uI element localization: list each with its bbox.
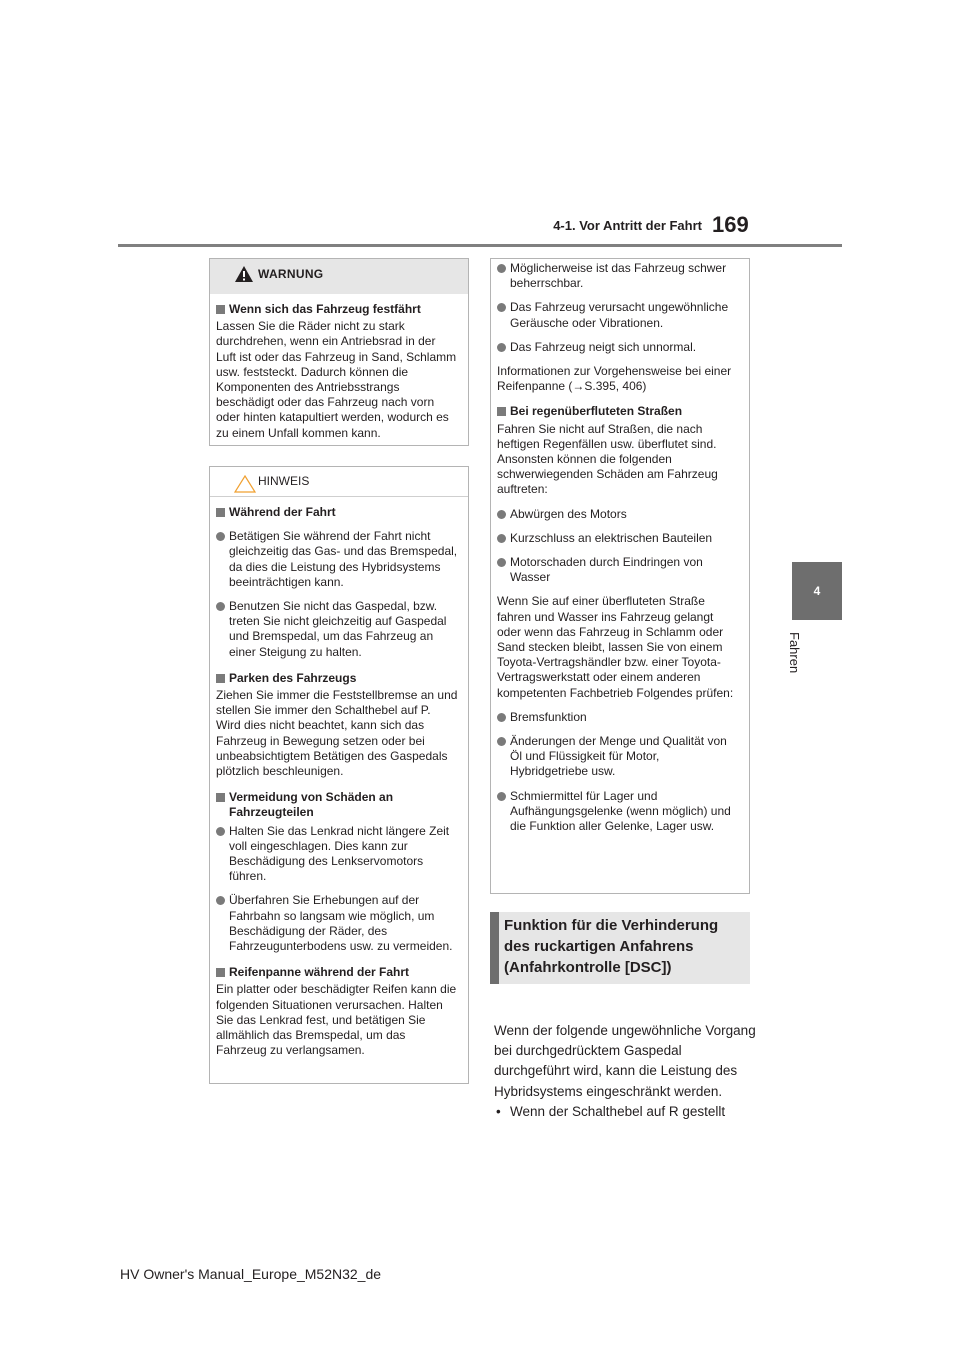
right-bullet: Das Fahrzeug verursacht ungewöhnliche Geräusche oder Vibrationen. <box>497 300 739 330</box>
footer-text: HV Owner's Manual_Europe_M52N32_de <box>120 1266 382 1282</box>
flood-bullet: Abwürgen des Motors <box>497 507 739 522</box>
flood-heading: Bei regenüberfluteten Straßen <box>497 404 739 419</box>
dsc-heading: Funktion für die Verhinderung des ruckartigen Anfahrens (Anfahrkontrolle [DSC]) <box>504 917 719 976</box>
page-number: 169 <box>712 212 749 237</box>
caution-triangle-icon <box>234 475 256 493</box>
hint-bullet: Überfahren Sie Erhebungen auf der Fahrbahn so langsam wie möglich, um Beschädigung der Räder, des Fahrzeugunterbodens usw. zu vermeiden. <box>216 893 458 954</box>
hint-box <box>209 466 469 1084</box>
warning-triangle-icon <box>234 265 254 283</box>
check-bullet: Bremsfunktion <box>497 710 739 725</box>
warning-text: Lassen Sie die Räder nicht zu stark durchdrehen, wenn ein Antriebsrad in der Luft ist oder das Fahrzeug in Sand, Schlamm usw. feststeckt. Dadurch können die Komponenten des Antriebsstrangs beschädigt oder das Fahrzeug nach vorn oder hinten katapultiert werden, wodurch es zu einem Unfall kommen kann. <box>216 319 457 440</box>
hint-text: Ein platter oder beschädigter Reifen kann die folgenden Situationen verursachen. Halten Sie das Lenkrad fest, und betätigen Sie allmählich das Bremspedal, um das Fahrzeug zu verlangsamen. <box>216 982 457 1058</box>
hint-text: Ziehen Sie immer die Feststellbremse an und stellen Sie immer den Schalthebel auf P. Wird dies nicht beachtet, kann sich das Fahrzeug in Bewegung setzen oder bei unbeabsichtigtem Betätigen des Gaspedals plötzlich beschleunigen. <box>216 688 458 779</box>
info-text: Informationen zur Vorgehensweise bei einer Reifenpanne (→S.395, 406) <box>497 364 732 394</box>
hint-heading: Parken des Fahrzeugs <box>216 671 458 686</box>
hint-bullet: Betätigen Sie während der Fahrt nicht gleichzeitig das Gas- und das Bremspedal, da dies die Leistung des Hybridsystems beeinträchtigen kann. <box>216 529 458 590</box>
hint-bullet: Halten Sie das Lenkrad nicht längere Zeit voll eingeschlagen. Dies kann zur Beschädigung des Lenkservomotors führen. <box>216 824 458 885</box>
hint-heading: Während der Fahrt <box>216 505 458 520</box>
dsc-bullet: • Wenn der Schalthebel auf R gestellt <box>496 1103 726 1119</box>
check-bullet: Änderungen der Menge und Qualität von Öl und Flüssigkeit für Motor, Hybridgetriebe usw. <box>497 734 739 780</box>
warning-header <box>210 259 468 294</box>
warning-title: WARNUNG <box>258 267 324 281</box>
check-bullet: Schmiermittel für Lager und Aufhängungsgelenke (wenn möglich) und die Funktion aller Gelenke, Lager usw. <box>497 789 739 835</box>
chapter-tab: 4 <box>792 562 842 620</box>
hint-header <box>210 467 468 497</box>
flood-bullet: Kurzschluss an elektrischen Bauteilen <box>497 531 739 546</box>
warning-heading: Wenn sich das Fahrzeug festfährt <box>216 302 458 317</box>
chapter-tab-text: Fahren <box>787 632 802 674</box>
dsc-body-text: Wenn der folgende ungewöhnliche Vorgang bei durchgedrücktem Gaspedal durchgeführt wird, kann die Leistung des Hybridsystems eingeschränkt werden. <box>494 1023 756 1099</box>
dsc-heading-bar <box>490 912 499 984</box>
check-text: Wenn Sie auf einer überfluteten Straße fahren und Wasser ins Fahrzeug gelangt oder wenn das Fahrzeug in Schlamm oder Sand stecken bleibt, lassen Sie von einem Toyota-Vertragshändler bzw. einer Toyota-Vertragswerkstatt oder einem anderen kompetenten Fachbetrieb Folgendes prüfen: <box>497 594 734 700</box>
chapter-tab-label <box>786 632 802 682</box>
flood-text: Fahren Sie nicht auf Straßen, die nach heftigen Regenfällen usw. überflutet sind. Ansonsten können die folgenden schwerwiegenden Schäden am Fahrzeug auftreten: <box>497 421 718 497</box>
hint-title: HINWEIS <box>258 474 310 488</box>
hint-heading: Vermeidung von Schäden an Fahrzeugteilen <box>216 790 458 820</box>
hint-bullet: Benutzen Sie nicht das Gaspedal, bzw. treten Sie nicht gleichzeitig auf Gaspedal und Bremspedal, um das Fahrzeug an einer Steigung zu halten. <box>216 599 458 660</box>
dsc-body <box>494 1021 756 1122</box>
section-title: 4-1. Vor Antritt der Fahrt <box>553 218 702 233</box>
header-rule <box>118 244 842 247</box>
right-bullet: Möglicherweise ist das Fahrzeug schwer beherrschbar. <box>497 261 739 291</box>
hint-continuation-box <box>490 258 750 894</box>
right-bullet: Das Fahrzeug neigt sich unnormal. <box>497 340 739 355</box>
hint-heading: Reifenpanne während der Fahrt <box>216 965 458 980</box>
flood-bullet: Motorschaden durch Eindringen von Wasser <box>497 555 739 585</box>
warning-box <box>209 258 469 446</box>
dsc-heading-box <box>490 912 750 984</box>
